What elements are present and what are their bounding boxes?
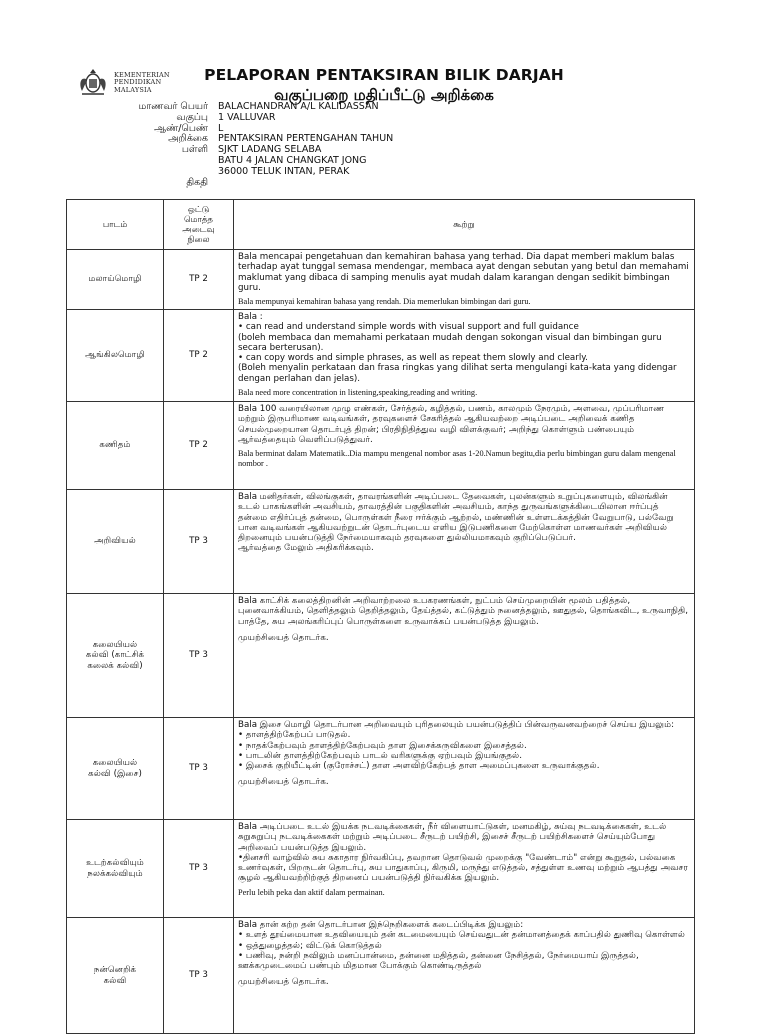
level-cell: TP 3 — [164, 594, 234, 718]
logo-line-3: MALAYSIA — [114, 85, 152, 94]
subject-name: நலக்கல்வியும் — [87, 868, 143, 879]
remarks-cell — [234, 594, 695, 718]
remarks-cell — [234, 718, 695, 820]
level-cell: TP 2 — [164, 402, 234, 490]
header-level-line: ஒட்டு — [187, 204, 210, 215]
subject-name: மலாய்மொழி — [88, 274, 142, 285]
level-cell: TP 2 — [164, 310, 234, 402]
info-row — [60, 134, 660, 145]
info-label: ஆண்/பெண் — [154, 122, 208, 134]
remark-closing: முயற்சியைத் தொடர்க. — [238, 977, 329, 988]
logo-line-2: PENDIDIKAN — [114, 78, 162, 87]
header-level-line: அடைவு — [182, 224, 215, 235]
info-row — [60, 156, 660, 167]
subject-name: கணிதம் — [99, 440, 131, 451]
subject-name: கல்வி (இசை) — [88, 768, 142, 779]
subject-name: கல்வி (காட்சிக் — [85, 650, 145, 661]
remark-note: Perlu lebih peka dan aktif dalam permainan. — [238, 887, 385, 897]
subject-name: கலைக் கல்வி) — [87, 660, 143, 671]
remark-note: Bala need more concentration in listening,speaking,reading and writing. — [238, 388, 478, 398]
info-row — [60, 178, 660, 189]
subject-cell — [67, 718, 164, 820]
remark-line: (boleh membaca dan memahami perkataan mudah dengan sokongan visual dan bimbingan guru secara berterusan). — [238, 332, 662, 353]
info-row — [60, 167, 660, 178]
info-label — [60, 167, 218, 178]
subject-cell — [67, 490, 164, 594]
info-value: SJKT LADANG SELABA — [218, 144, 322, 156]
info-label: மாணவர் பெயர் — [138, 101, 208, 112]
remarks-cell — [234, 490, 695, 594]
table-header-row — [67, 200, 695, 250]
remark-note: Bala mempunyai kemahiran bahasa yang rendah. Dia memerlukan bimbingan dari guru. — [238, 297, 531, 307]
level-cell: TP 3 — [164, 820, 234, 918]
level-cell: TP 3 — [164, 718, 234, 820]
table-row — [67, 490, 695, 594]
remarks-cell — [234, 250, 695, 310]
remark-line: Bala இசை மொழி தொடர்பான அறிவையும் புரிதலையும் பயன்படுத்திப் பின்வருவனவற்றைச் செய்ய இயலும்: — [238, 720, 675, 730]
table-row — [67, 594, 695, 718]
remark-line: • தாளத்திற்கேற்பப் பாடுதல். — [238, 730, 351, 741]
remark-line: Bala : — [238, 312, 263, 322]
info-value: PENTAKSIRAN PERTENGAHAN TAHUN — [218, 133, 394, 145]
info-label: பள்ளி — [181, 144, 208, 156]
remark-line: (Boleh menyalin perkataan dan frasa ringkas yang dilihat serta mengulangi kata-kata yang didengar dengan perlahan dan jelas). — [238, 363, 677, 384]
subject-cell — [67, 250, 164, 310]
info-label: வகுப்பு — [176, 111, 208, 123]
info-value: BATU 4 JALAN CHANGKAT JONG — [218, 154, 367, 166]
subject-name: ஆங்கிலமொழி — [85, 350, 145, 361]
remark-line: Bala அடிப்படை உடல் இயக்க நடவடிக்கைகள், நீர் விளையாட்டுகள், மனமகிழ், சுய்வு நடவடிக்கைகள், உடல் சுறுசுறுப்பு நடவடிக்கைகள் மற்றும் அடிப்படை சீருடற் பயிற்சி, இசைச் சீருடற் பயிற்சிகளைச் செய்யும்போது அறிவைப் பயன்படுத்த இயலும். — [238, 822, 667, 853]
remark-closing: முயற்சியைத் தொடர்க. — [238, 632, 329, 643]
remark-line: Bala mencapai pengetahuan dan kemahiran bahasa yang terhad. Dia dapat memberi maklum balas terhadap ayat tunggal semasa mendengar, membaca ayat dengan sebutan yang betul dan memahami maklumat yang dibaca di samping menulis ayat mudah dalam karangan dengan sedikit bimbingan guru. — [238, 252, 689, 293]
info-value: L — [218, 122, 224, 134]
subject-cell — [67, 310, 164, 402]
remark-line: • உளத் தூய்மையான உதவியையும் தன் கடமையையும் செய்வதுடன் தன்மானத்தைக் காப்பதில் துணிவு கொள்ளல் — [238, 930, 685, 941]
remark-line: • ஒத்துழைத்தல்; விட்டுக் கொடுத்தல் — [238, 940, 382, 951]
student-info-block — [60, 102, 660, 188]
remark-line: Bala மனிதர்கள், விலங்குகள், தாவரங்களின் அடிப்படை தேவைகள், புலன்களும் உறுப்புகளையும், விலங்கின் உடல் பாகங்களின் அவசியம், தாவரத்தின் பகுதிகளின் அவசியம், காந்த துருவங்களுக்கிடையிலான ஈர்ப்புத் தன்மை எதிர்ப்புத் தன்மை, பொருள்கள் நீரை ஈர்க்கும் ஆற்றல், மண்ணின் உள்ளடக்கத்தின் வேறுபாடு, பல்வேறு பான வடிவங்கள் ஆகியவற்றுடன் தொடர்புடைய எளிய இடுபணிகளை மேற்கொள்ள மாணவர்கள் அறிவியல் திறனையும் பயன்படுத்தி நேர்மையாகவும் தரவுகளை துல்லியமாகவும் குறிப்பெடுப்பர். — [238, 492, 674, 544]
remark-closing: முயற்சியைத் தொடர்க. — [238, 777, 329, 788]
header-remarks: கூற்று — [234, 200, 695, 250]
subject-cell — [67, 402, 164, 490]
assessment-table — [66, 199, 695, 1034]
report-title-malay: PELAPORAN PENTAKSIRAN BILIK DARJAH — [204, 66, 564, 84]
header-level-line: மொத்த — [184, 214, 213, 225]
subject-cell — [67, 594, 164, 718]
remark-note: Bala berminat dalam Matematik..Dia mampu mengenal nombor asas 1-20.Namun begitu,dia perlu bimbingan guru dalam mengenal nombor . — [238, 449, 676, 468]
remark-line: Bala 100 வரையிலான முழு எண்கள், சேர்த்தல், கழித்தல், பணம், காலமும் நேரமும், அளவை, முப்பரிமாண மற்றும் இருபரிமாண வடிவங்கள், தரவுகளைச் சேகரித்தல் ஆகியவற்றை அடிப்படை அறிவைக் கணித செயல்முறையான தொடர்புத் திறன்; பிரதிநிதித்துவ வழி விளக்குவர்; அறிந்து கொள்ளும் பண்பையும் ஆர்வத்தையும் வெளிப்படுத்துவர். — [238, 404, 665, 445]
subject-cell — [67, 918, 164, 1034]
info-value: 1 VALLUVAR — [218, 111, 276, 123]
remark-line: Bala தான் கற்ற தன் தொடர்பான இந்நெறிகளைக் கடைப்பிடிக்க இயலும்: — [238, 920, 524, 930]
table-row — [67, 310, 695, 402]
subject-name: அறிவியல் — [94, 536, 136, 547]
remark-line: Bala காட்சிக் கலைத்திறனின் அறிவாற்றலை உபகரணங்கள், நுட்பம் செய்முறையின் மூலம் பதித்தல், புனைவாக்கியம், தெளித்தலும் தெறித்தலும், தேய்த்தல், கட்டுத்தும் நனைத்தலும், ஊதுதல், தொங்கவிட, உருவாநிதி, பாத்தே, சுய அலங்கரிப்புப் பொருள்களை உருவாக்கப் பயன்படுத்த இயலும். — [238, 596, 688, 627]
remarks-cell — [234, 820, 695, 918]
table-row — [67, 718, 695, 820]
info-row — [60, 102, 660, 113]
level-cell: TP 3 — [164, 490, 234, 594]
report-title-tamil: வகுப்பறை மதிப்பீட்டு அறிக்கை — [274, 86, 494, 104]
info-value: 36000 TELUK INTAN, PERAK — [218, 165, 350, 177]
remarks-cell — [234, 310, 695, 402]
remark-line: • can read and understand simple words with visual support and full guidance — [238, 322, 579, 333]
info-row — [60, 113, 660, 124]
remark-line: • can copy words and simple phrases, as well as repeat them slowly and clearly. — [238, 353, 588, 364]
subject-name: நன்னெறிக் — [93, 965, 137, 976]
remark-line: • இசைக் குறியீட்டின் (குரோச்சட்) தாள அளவிற்கேற்பத் தாள அமைப்புகளை உருவாக்குதல். — [238, 761, 600, 772]
remark-line: ஆர்வத்தை மேலும் அதிகரிக்கவும். — [238, 543, 374, 554]
level-cell: TP 2 — [164, 250, 234, 310]
subject-name: கல்வி — [103, 975, 127, 986]
header-level — [164, 200, 234, 250]
level-cell: TP 3 — [164, 918, 234, 1034]
subject-name: கலையியல் — [92, 640, 138, 651]
info-label: திகதி — [186, 176, 208, 188]
info-label: அறிக்கை — [168, 133, 208, 145]
info-value — [218, 178, 660, 189]
logo-line-1: KEMENTERIAN — [114, 70, 170, 79]
remark-line: • பணிவு, நன்றி நவிலும் மனப்பான்மை, தன்னை மதித்தல், தன்னை நேசித்தல், நேர்மையாய் இருத்தல், ஊக்கமுடைமைப் பண்பும் மிதமான போக்கும் கொண்டிருத்தல் — [238, 950, 639, 972]
remark-line: •தினசரி வாழ்வில் சுய சுகாதார நிர்வகிப்பு, தவறான தொடுவல் முறைக்கு "வேண்டாம்" என்று கூறுதல், பல்வகை உணர்வுகள், பிறருடன் தொடர்பு, சுய பாதுகாப்பு, கிருமி, மருந்து எடுத்தல், சத்துள்ள உணவு மற்றும் ஆபத்து அவசர சூழல் ஆகியவற்றிற்குத் திறனைப் பயன்படுத்தி நிர்வகிக்க இயலும். — [238, 852, 688, 884]
table-row — [67, 250, 695, 310]
header-level-line: நிலை — [187, 234, 210, 245]
info-value: BALACHANDRAN A/L KALIDASSAN — [218, 101, 379, 112]
remarks-cell — [234, 402, 695, 490]
remark-line: • நாதக்கேற்பவும் தாளத்திற்கேற்பவும் தாள இசைக்கருவிகளை இசைத்தல். — [238, 740, 527, 751]
header-subject: பாடம் — [67, 200, 164, 250]
subject-cell — [67, 820, 164, 918]
subject-name: கலையியல் — [92, 758, 138, 769]
subject-name: உடற்கல்வியும் — [86, 858, 144, 869]
remark-line: • பாடலின் தாளத்திற்கேற்பவும் பாடல் வரிகளுக்கு ஏற்பவும் இயங்குதல். — [238, 750, 522, 761]
table-row — [67, 402, 695, 490]
table-row — [67, 820, 695, 918]
info-label — [60, 156, 218, 167]
table-row — [67, 918, 695, 1034]
remarks-cell — [234, 918, 695, 1034]
